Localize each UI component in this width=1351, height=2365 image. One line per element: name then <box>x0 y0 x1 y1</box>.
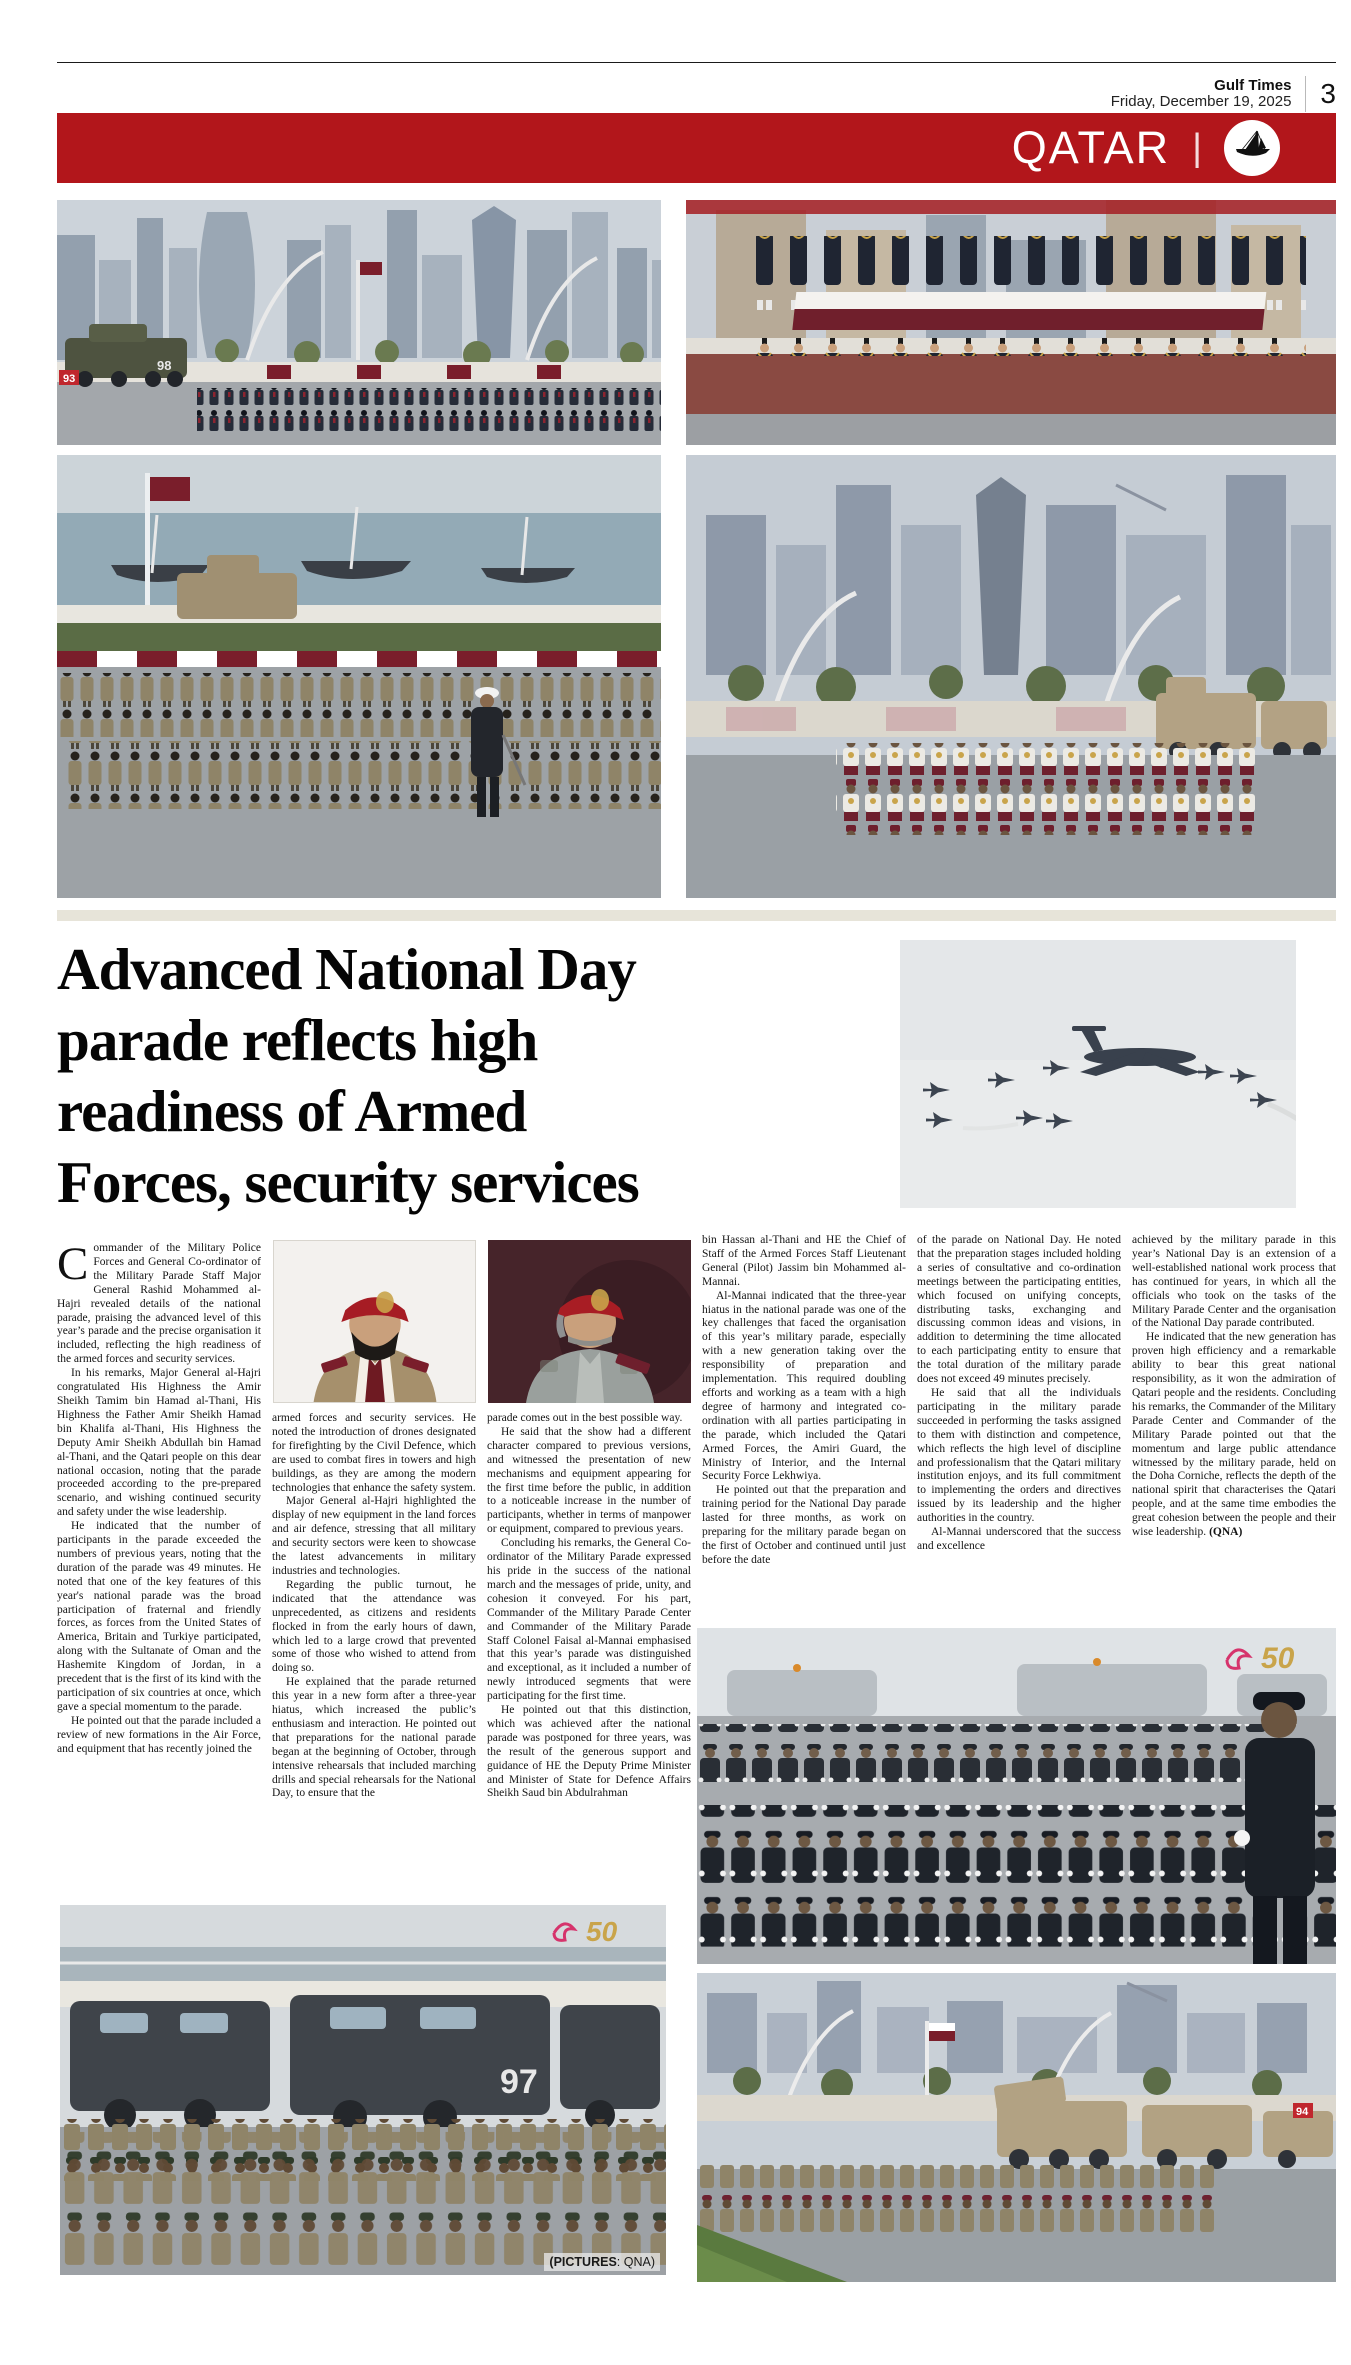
agency-tag: (QNA) <box>1209 1526 1243 1539</box>
headline-line: parade reflects high <box>57 1007 538 1073</box>
paragraph: Al-Mannai underscored that the success and excellence <box>917 1526 1121 1552</box>
route-sign: 93 <box>63 373 76 385</box>
qna-50-watermark: 50 <box>1261 1642 1295 1675</box>
banner-separator: | <box>1192 126 1202 169</box>
issue-date: Friday, December 19, 2025 <box>1110 93 1292 110</box>
route-sign: 94 <box>1296 2106 1309 2118</box>
photo-military-band <box>686 455 1336 898</box>
photo-honour-guard-flag <box>686 200 1336 445</box>
paragraph: He pointed out that this distinction, which was achieved after the national parade was postponed for three years, was the result of the generous support and guidance of HE the Deputy Prime Minister and Minister of State for Defence Affairs Sheikh Saud bin Abdulrahman <box>487 1704 691 1800</box>
photo-jets-flypast <box>900 940 1296 1208</box>
article-column-3 <box>487 1412 691 1904</box>
section-divider-bar <box>57 910 1336 921</box>
paragraph: He pointed out that the parade included a review of new formations in the Air Force, and equipment that has recently joined the <box>57 1714 261 1755</box>
headline-line: Advanced National Day <box>57 936 636 1002</box>
headline <box>57 934 902 1218</box>
paragraph: bin Hassan al-Thani and HE the Chief of Staff of the Armed Forces Staff Lieutenant General (Pilot) Jassim bin Mohammed al-Mannai. <box>702 1234 906 1288</box>
article-column-1 <box>57 1242 261 1904</box>
paragraph: Major General al-Hajri highlighted the display of new equipment in the land forces and air defence, stressing that all military and security sectors were keen to showcase the latest advancements in military industries and technologies. <box>272 1495 476 1577</box>
article-column-2 <box>272 1412 476 1904</box>
headline-line: readiness of Armed <box>57 1078 527 1144</box>
paragraph: Regarding the public turnout, he indicated that the attendance was unprecedented, as citizens and residents flocked in from the early hours of dawn, which led to a large crowd that prevented some of those who wished to attend from doing so. <box>272 1578 476 1675</box>
top-rule <box>57 62 1336 63</box>
paragraph: He explained that the parade returned this year in a new form after a three-year hiatus, which increased the public’s enthusiasm and interaction. He pointed out that preparations for the national parade began at the beginning of October, through intensive rehearsals that included marching drills and special rehearsals for the National Day, to ensure that the <box>272 1676 476 1800</box>
photo-portrait-al-mannai <box>488 1240 691 1403</box>
paragraph: Concluding his remarks, the General Co-ordinator of the Military Parade expressed his pride in the success of the national march and the messages of pride, unity, and cohesion it conveyed. For his part, Commander of the Military Parade Center and Commander of the Military Parade Staff Colonel Faisal al-Mannai emphasised that this year’s parade was distinguished and exceptional, as it included a number of newly introduced segments that were participating for the first time. <box>487 1537 691 1703</box>
paragraph: parade comes out in the best possible way. <box>487 1412 683 1424</box>
headline-line: Forces, security services <box>57 1149 639 1215</box>
vehicle-number: 97 <box>500 2063 538 2101</box>
photo-naval-ranks <box>697 1628 1336 1964</box>
photo-khaki-troops-harbour <box>57 455 661 898</box>
drop-cap: C <box>57 1242 89 1290</box>
section-banner <box>57 113 1336 183</box>
page-number: 3 <box>1320 78 1336 109</box>
masthead-divider <box>1305 76 1306 112</box>
paragraph: Al-Mannai indicated that the three-year hiatus in the national parade was one of the key challenges that faced the organisation of this year’s military parade, especially with a new generation taking over the responsibility of preparation and implementation. This required doubling efforts and working as a team with a high degree of harmony and integrated co-ordination with all parties participating in the parade, which included the Qatari Armed Forces, the Amiri Guard, the Ministry of Interior, and the Internal Security Force Lekhwiya. <box>702 1289 906 1483</box>
paragraph: He said that all the individuals participating in the military parade succeeded in performing the tasks assigned to them with distinction and competence, which reflects the high level of discipline and professionalism that the Qatari military institution enjoys, and its full commitment to implementing the orders and directives issued by its leadership and the higher authorities in the country. <box>917 1386 1121 1525</box>
paragraph: He indicated that the number of participants in the parade exceeded the numbers of previous years, noting that the duration of the parade was 49 minutes. He noted that one of the key features of this year's national parade was the broad participation of fraternal and friendly forces, as forces from the United States of America, Britain and Turkiye participated, along with the Sultanate of Oman and the Hashemite Kingdom of Jordan, in a precedent that is the first of its kind with the participation of six countries at once, which gave a special momentum to the parade. <box>57 1520 261 1713</box>
section-emblem <box>1224 120 1280 176</box>
masthead <box>860 76 1336 112</box>
paragraph: In his remarks, Major General al-Hajri congratulated His Highness the Amir Sheikh Tamim bin Hamad al-Thani, His Highness the Father Amir Sheikh Hamad bin Khalifa al-Thani, His Highness the Deputy Amir Sheikh Abdullah bin Hamad al-Thani, and the Qatari people on this dear national occasion, noting that the parade proceeded according to the pre-prepared scenario, and wishing continued security and safety under the wise leadership. <box>57 1367 261 1519</box>
dhow-icon <box>1232 126 1272 171</box>
section-title: QATAR <box>1011 122 1171 173</box>
photo-troops-missile-trucks <box>697 1973 1336 2282</box>
article-column-5 <box>917 1234 1121 1626</box>
paragraph: armed forces and security services. He noted the introduction of drones designated for firefighting by the Civil Defence, which are used to combat fires in towers and high buildings, as they are among the modern technologies that enhance the safety system. <box>272 1412 476 1494</box>
paragraph: of the parade on National Day. He noted that the preparation stages included holding a series of consultative and co-ordination meetings between the participating entities, which focused on unifying concepts, distributing tasks, exchanging and discussing common ideas and visions, in addition to determining the time allocated to each participating entity to ensure that the total duration of the military parade does not exceed 49 minutes precisely. <box>917 1234 1121 1386</box>
paragraph: achieved by the military parade in this year’s National Day is an extension of a well-established national work process that has continued for years, in which all the officials who took on the tasks of the Military Parade Center and the organisation of the National Day parade contributed. <box>1132 1234 1336 1330</box>
paragraph: He said that the show had a different character compared to previous versions, and witnessed the presentation of new mechanisms and equipment appearing for the first time before the public, in addition to a noticeable increase in the number of participants, whether in terms of manpower or equipment, compared to previous years. <box>487 1425 691 1536</box>
paper-name: Gulf Times <box>1214 77 1292 95</box>
article-column-6 <box>1132 1234 1336 1626</box>
masthead-text <box>1111 78 1292 110</box>
vehicle-number: 98 <box>157 358 172 373</box>
paragraph: He pointed out that the preparation and training period for the National Day parade lasted for three months, as work on preparing for the military parade began on the first of October and continued until just before the date <box>702 1484 906 1566</box>
photo-police-march-skyline <box>57 200 661 445</box>
photo-soldiers-armoured-vehicles <box>60 1905 666 2275</box>
photo-portrait-al-hajri <box>273 1240 476 1403</box>
qna-50-watermark: 50 <box>586 1916 618 1947</box>
photo-credit: (PICTURES: QNA) <box>544 2253 660 2271</box>
paragraph: Commander of the Military Police Forces and General Co-ordinator of the Military Parade Staff Major General Rashid Mohammed al-Hajri revealed details of the national parade, praising the advanced level of this year’s parade and the precise organisation it included, reflecting the high readiness of the armed forces and security services. <box>57 1242 261 1366</box>
article-column-4 <box>702 1234 906 1626</box>
paragraph: He indicated that the new generation has proven high efficiency and a remarkable ability to bear this great national responsibility, as it won the admiration of Qatari people and the residents. Concluding his remarks, the Commander of the Military Parade Center and Commander of the Military Parade pointed out that the momentum and large public attendance witnessed by the military parade, held on the Doha Corniche, reflects the depth of the national spirit that characterises the Qatari people, and at the same time embodies the great cohesion between the people and their wise leadership. (QNA) <box>1132 1331 1336 1539</box>
